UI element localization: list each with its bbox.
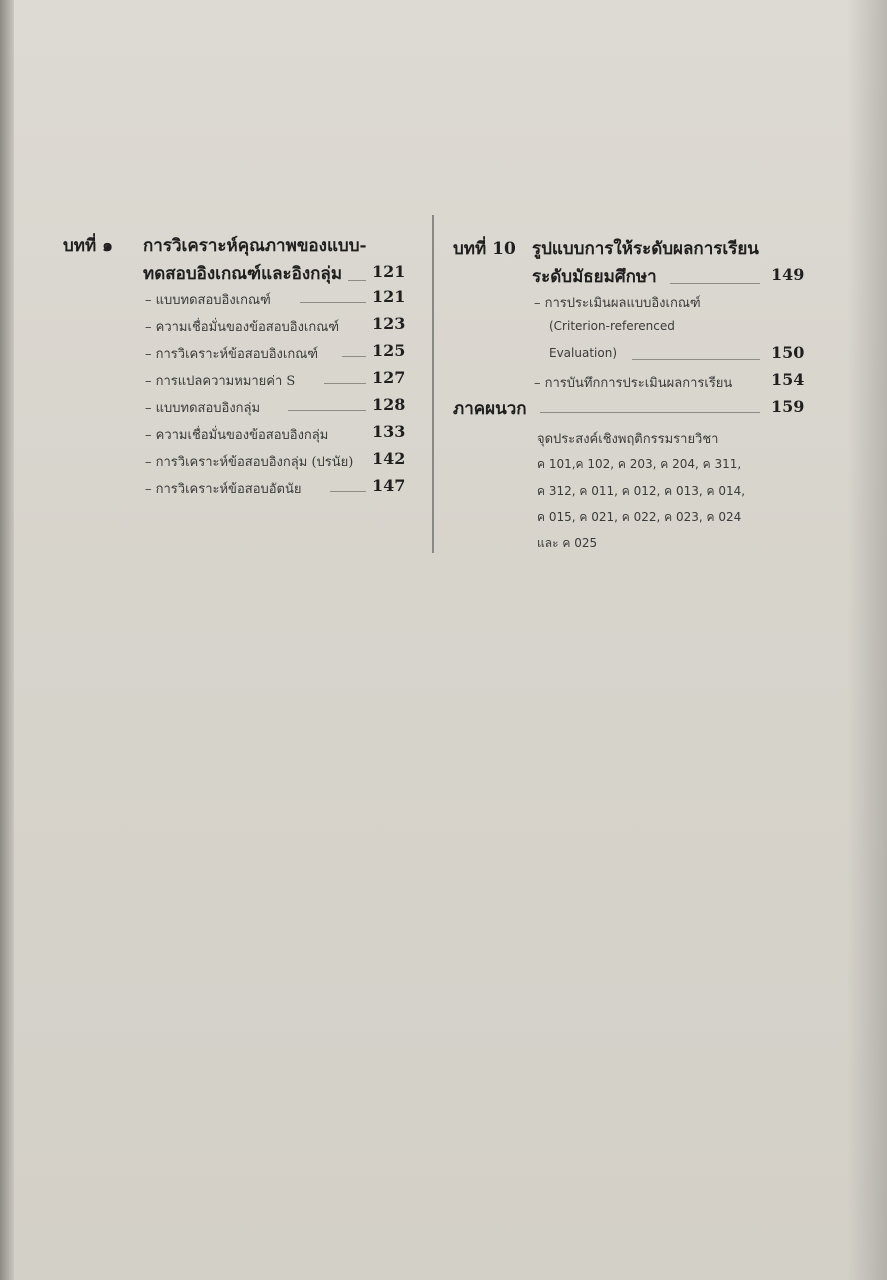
toc-item-page: 128 [372, 395, 406, 414]
leader-line [330, 491, 366, 492]
chapter-9-page: 121 [372, 262, 406, 281]
chapter-9-title-line2: ทดสอบอิงเกณฑ์และอิงกลุ่ม [143, 264, 343, 284]
appendix-desc-line: ค 312, ค 011, ค 012, ค 013, ค 014, [537, 484, 746, 498]
toc-item-label: – แบบทดสอบอิงกลุ่ม [145, 401, 261, 416]
toc-item-page: 150 [771, 343, 805, 362]
toc-item-page: 123 [372, 314, 406, 333]
toc-item-label: – การวิเคราะห์ข้อสอบอิงเกณฑ์ [145, 347, 319, 362]
toc-item-label: – ความเชื่อมั่นของข้อสอบอิงเกณฑ์ [145, 320, 340, 335]
leader-line [632, 359, 760, 360]
leader-line [300, 302, 366, 303]
leader-line [540, 412, 760, 413]
toc-item-page: 133 [372, 422, 406, 441]
toc-item-label: – แบบทดสอบอิงเกณฑ์ [145, 293, 271, 308]
leader-line [324, 383, 366, 384]
appendix-desc-line: ค 015, ค 021, ค 022, ค 023, ค 024 [537, 510, 742, 524]
column-divider [432, 215, 434, 553]
chapter-10-title-line1: รูปแบบการให้ระดับผลการเรียน [532, 239, 759, 259]
appendix-label: ภาคผนวก [453, 399, 527, 419]
toc-item-page: 154 [771, 370, 805, 389]
toc-item-page: 125 [372, 341, 406, 360]
toc-item-label: – การวิเคราะห์ข้อสอบอัตนัย [145, 482, 302, 497]
toc-item-page: 127 [372, 368, 406, 387]
page-edge-right [847, 0, 887, 1280]
toc-item-page: 121 [372, 287, 406, 306]
appendix-desc-line: จุดประสงค์เชิงพฤติกรรมรายวิชา [537, 432, 719, 447]
appendix-page: 159 [771, 397, 805, 416]
chapter-10-page: 149 [771, 265, 805, 284]
toc-item-label-continued: (Criterion-referenced [549, 319, 675, 333]
toc-item-label: – ความเชื่อมั่นของข้อสอบอิงกลุ่ม [145, 428, 329, 443]
leader-line [348, 280, 366, 281]
toc-item-label-continued: Evaluation) [549, 346, 617, 360]
toc-item-page: 142 [372, 449, 406, 468]
chapter-10-label: บทที่ 10 [453, 239, 516, 259]
toc-item-label: – การแปลความหมายค่า S [145, 374, 296, 389]
chapter-9-label: บทที่ ๑ [63, 236, 113, 256]
appendix-desc-line: ค 101,ค 102, ค 203, ค 204, ค 311, [537, 457, 742, 471]
page-edge-shadow [0, 0, 14, 1280]
toc-item-label: – การประเมินผลแบบอิงเกณฑ์ [534, 296, 701, 311]
appendix-desc-line: และ ค 025 [537, 536, 598, 550]
toc-item-page: 147 [372, 476, 406, 495]
leader-line [670, 283, 760, 284]
leader-line [342, 356, 366, 357]
leader-line [288, 410, 366, 411]
chapter-9-title-line1: การวิเคราะห์คุณภาพของแบบ- [143, 236, 367, 256]
toc-item-label: – การบันทึกการประเมินผลการเรียน [534, 376, 733, 391]
chapter-10-title-line2: ระดับมัธยมศึกษา [532, 267, 657, 287]
toc-item-label: – การวิเคราะห์ข้อสอบอิงกลุ่ม (ปรนัย) [145, 455, 354, 470]
